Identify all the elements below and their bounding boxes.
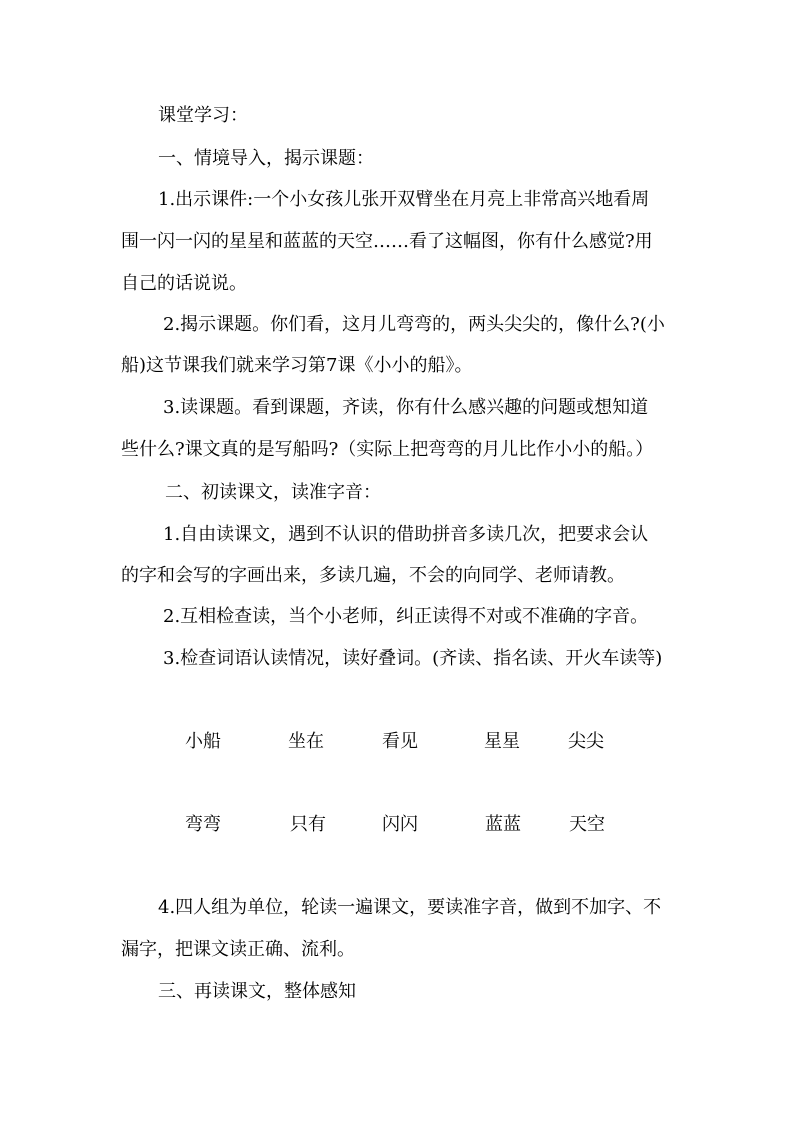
- section2-item1-line1: 1.自由读课文，遇到不认识的借助拼音多读几次，把要求会认: [163, 524, 649, 545]
- section1-item2-line2: 船)这节课我们就来学习第7课《小小的船》。: [121, 355, 473, 376]
- section2-item4-line1: 4.四人组为单位，轮读一遍课文，要读准字音，做到不加字、不: [158, 897, 662, 918]
- section3-title: 三、再读课文，整体感知: [158, 981, 356, 1002]
- section2-item4-line2: 漏字，把课文读正确、流利。: [121, 939, 355, 960]
- word-row1-4: 星星: [484, 731, 520, 752]
- section1-item3-line2: 些什么?课文真的是写船吗?（实际上把弯弯的月儿比作小小的船。）: [121, 439, 654, 460]
- section2-item1-line2: 的字和会写的字画出来，多读几遍，不会的向同学、老师请教。: [121, 565, 625, 586]
- word-row2-1: 弯弯: [185, 814, 221, 835]
- heading: 课堂学习：: [158, 105, 248, 126]
- section1-item1-line1: 1.出示课件:一个小女孩儿张开双臂坐在月亮上非常高兴地看周: [158, 189, 650, 210]
- section2-title: 二、初读课文，读准字音：: [165, 482, 381, 503]
- section1-item2-line1: 2.揭示课题。你们看，这月儿弯弯的，两头尖尖的，像什么?(小: [163, 314, 665, 335]
- word-row2-4: 蓝蓝: [485, 814, 521, 835]
- word-row1-1: 小船: [185, 731, 221, 752]
- section1-item1-line2: 围一闪一闪的星星和蓝蓝的天空……看了这幅图，你有什么感觉?用: [121, 231, 653, 252]
- word-row1-2: 坐在: [288, 731, 324, 752]
- section2-item2: 2.互相检查读，当个小老师，纠正读得不对或不准确的字音。: [163, 606, 649, 627]
- word-row2-3: 闪闪: [382, 814, 418, 835]
- word-row1-3: 看见: [382, 731, 418, 752]
- section1-item1-line3: 自己的话说说。: [121, 273, 247, 294]
- word-row1-5: 尖尖: [568, 731, 604, 752]
- word-row2-5: 天空: [569, 814, 605, 835]
- section1-title: 一、情境导入，揭示课题：: [158, 148, 374, 169]
- section2-item3: 3.检查词语认读情况，读好叠词。(齐读、指名读、开火车读等): [163, 648, 663, 669]
- section1-item3-line1: 3.读课题。看到课题，齐读，你有什么感兴趣的问题或想知道: [163, 397, 649, 418]
- word-row2-2: 只有: [290, 814, 326, 835]
